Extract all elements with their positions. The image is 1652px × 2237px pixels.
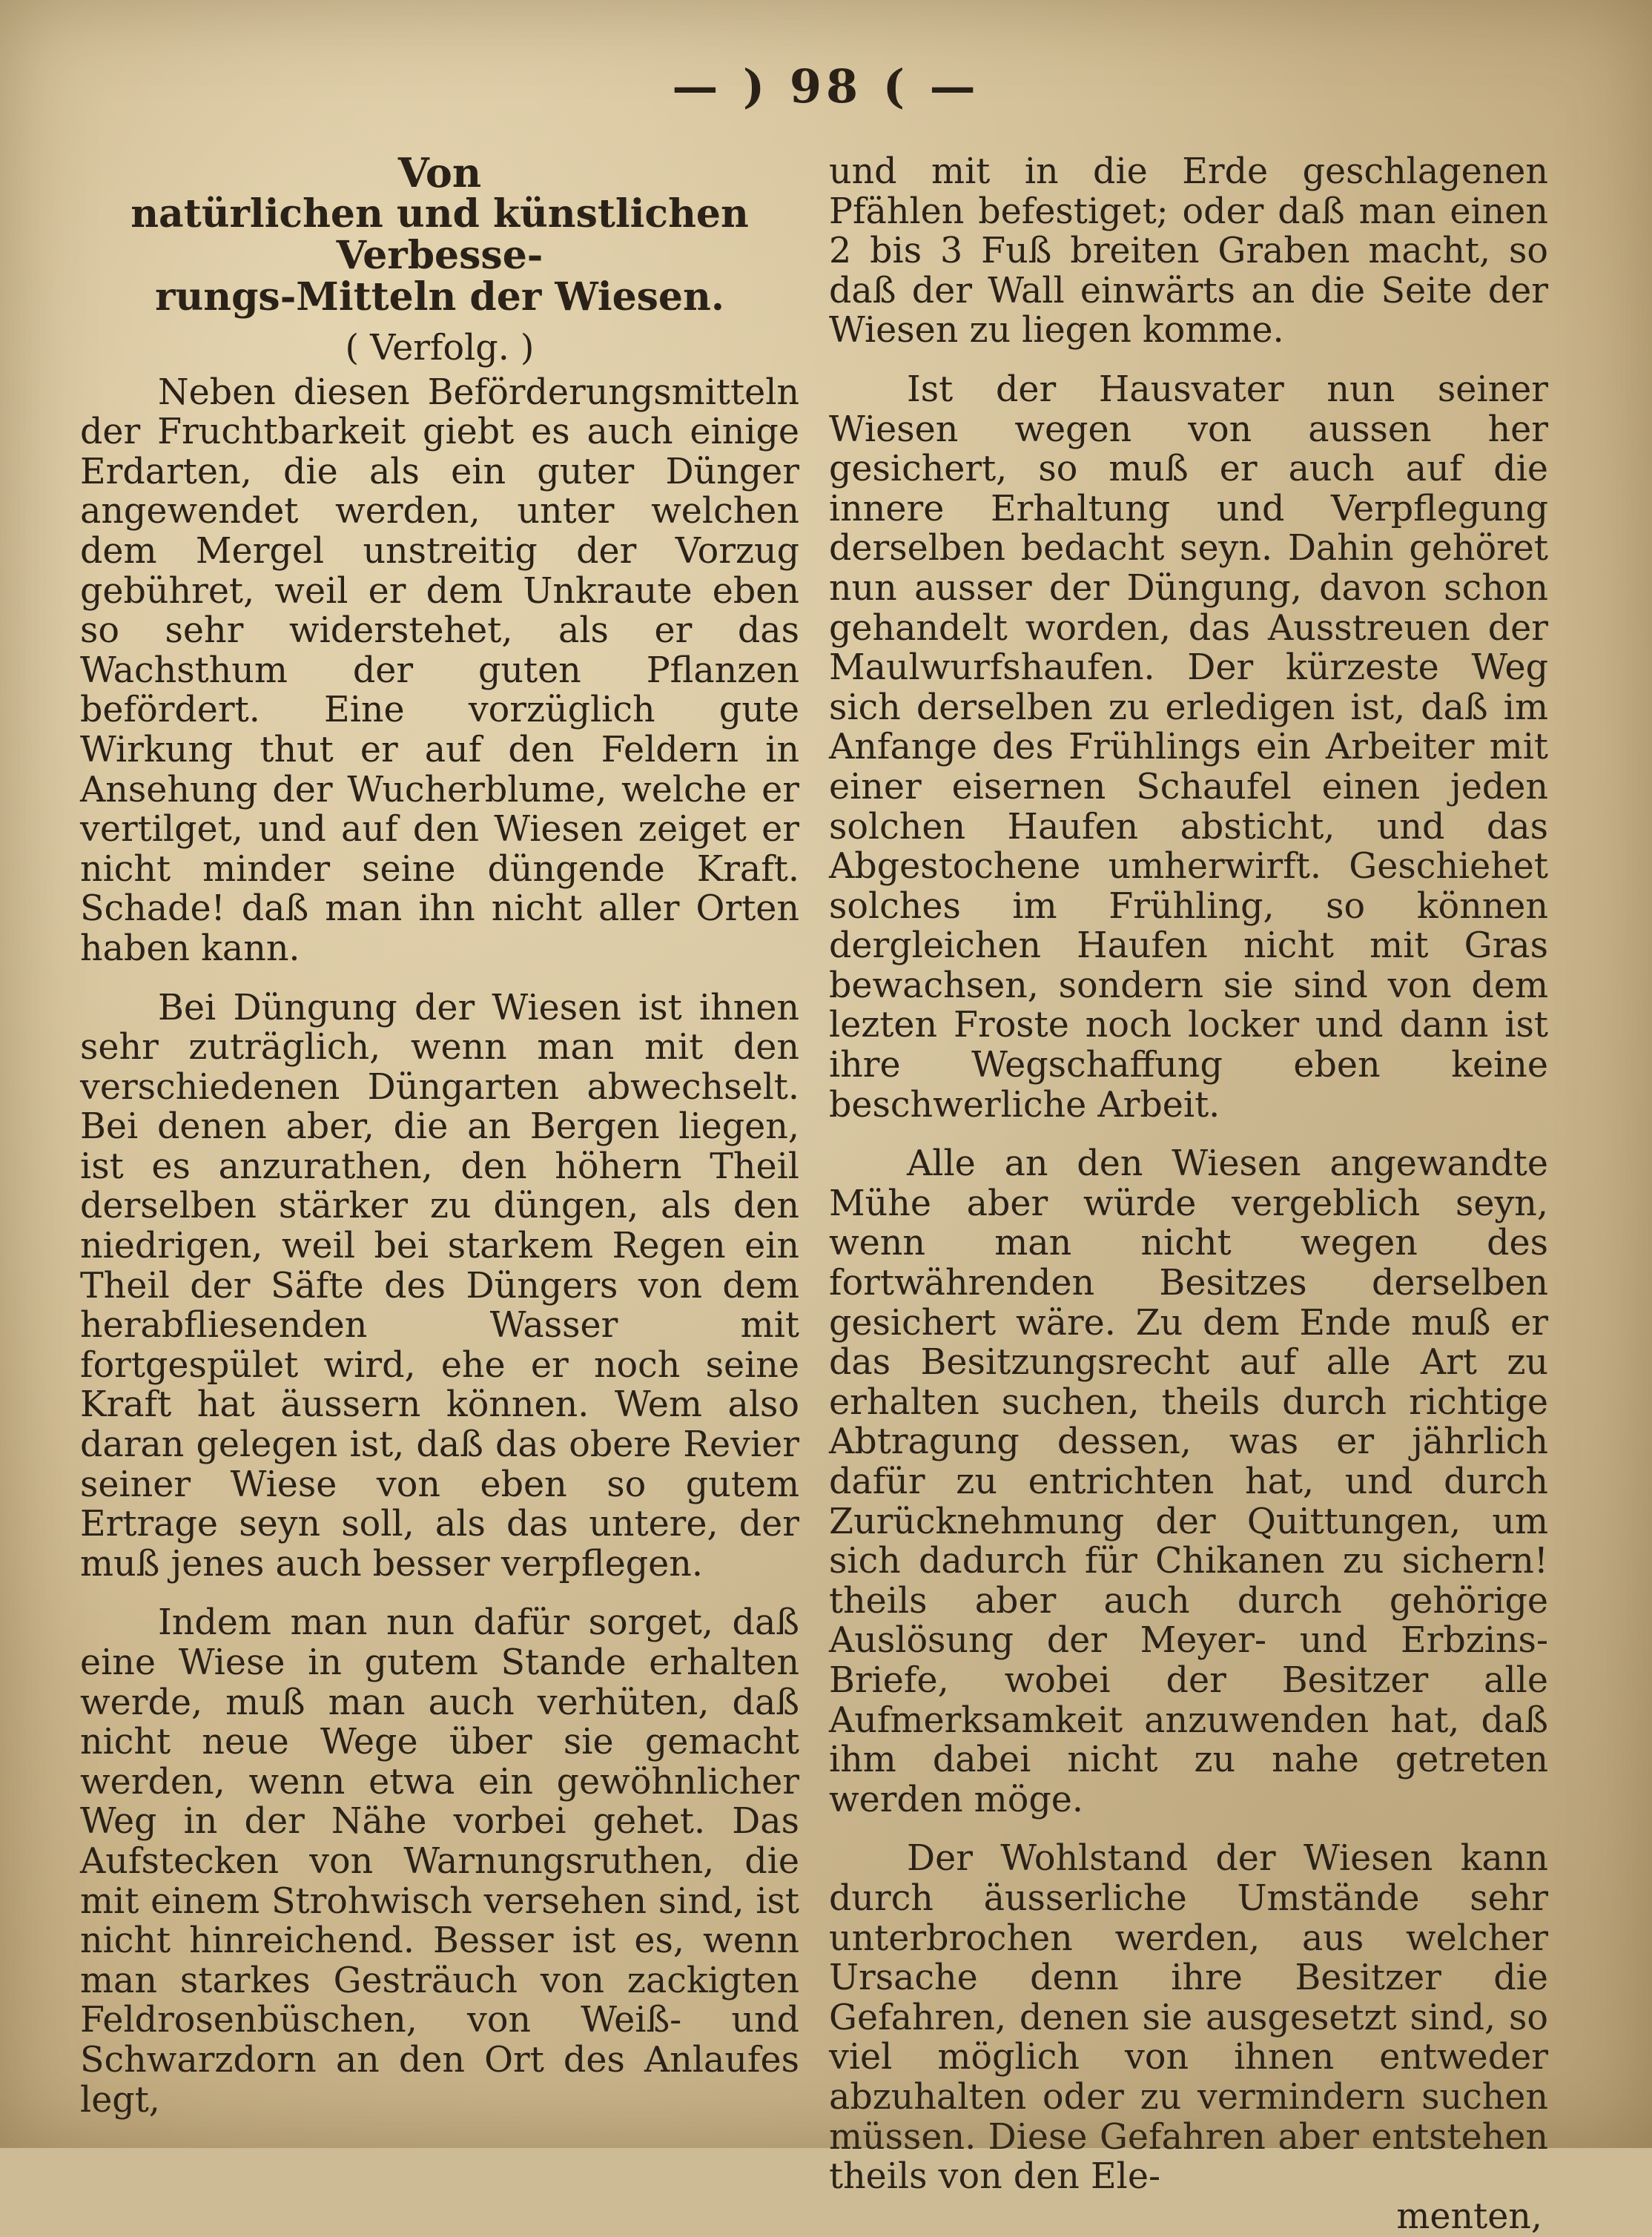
catchword: menten, — [1396, 2195, 1542, 2237]
paragraph-continued: und mit in die Erde geschlagenen Pfählen befestiget; oder daß man einen 2 bis 3 Fuß breiten Graben macht, so daß der Wall einwärts an die Seite der Wiesen zu liegen komme. — [829, 151, 1548, 351]
article-subtitle: ( Verfolg. ) — [345, 328, 535, 369]
left-column — [80, 149, 799, 2121]
article-title-line-1: Von — [397, 149, 482, 196]
article-title-line-3: rungs-Mitteln der Wiesen. — [155, 274, 724, 320]
paragraph: Alle an den Wiesen angewandte Mühe aber würde vergeblich seyn, wenn man nicht wegen des fortwährenden Besitzes derselben gesichert wäre. Zu dem Ende muß er das Besitzungsrecht auf alle Art zu erhalten suchen, theils durch richtige Abtragung dessen, was er jährlich dafür zu entrichten hat, und durch Zurücknehmung der Quittungen, um sich dadurch für Chikanen zu sichern! theils aber auch durch gehörige Auslösung der Meyer- und Erbzins-Briefe, wobei der Besitzer alle Aufmerksamkeit anzuwenden hat, daß ihm dabei nicht zu nahe getreten werden möge. — [829, 1143, 1548, 1820]
paragraph: Bei Düngung der Wiesen ist ihnen sehr zuträglich, wenn man mit den verschiedenen Düngarten abwechselt. Bei denen aber, die an Bergen liegen, ist es anzurathen, den höhern Theil derselben stärker zu düngen, als den niedrigen, weil bei starkem Regen ein Theil der Säfte des Düngers von dem herabfliesenden Wasser mit fortgespület wird, ehe er noch seine Kraft hat äussern können. Wem also daran gelegen ist, daß das obere Revier seiner Wiese von eben so gutem Ertrage seyn soll, als das untere, der muß jenes auch besser verpflegen. — [80, 987, 799, 1585]
paragraph: Der Wohlstand der Wiesen kann durch äusserliche Umstände sehr unterbrochen werden, aus welcher Ursache denn ihre Besitzer die Gefahren, denen sie ausgesetzt sind, so viel möglich von ihnen entweder abzuhalten oder zu vermindern suchen müssen. Diese Gefahren aber entstehen theils von den Ele- — [829, 1838, 1548, 2198]
article-title-line-2: natürlichen und künstlichen Verbesse- — [130, 191, 749, 278]
paragraph: Indem man nun dafür sorget, daß eine Wiese in gutem Stande erhalten werde, muß man auch verhüten, daß nicht neue Wege über sie gemacht werden, wenn etwa ein gewöhnlicher Weg in der Nähe vorbei gehet. Das Aufstecken von Warnungsruthen, die mit einem Strohwisch versehen sind, ist nicht hinreichend. Besser ist es, wenn man starkes Gesträuch von zackigten Feldrosenbüschen, von Weiß- und Schwarzdorn an den Ort des Anlaufes legt, — [80, 1602, 799, 2121]
paragraph: Ist der Hausvater nun seiner Wiesen wegen von aussen her gesichert, so muß er auch auf die innere Erhaltung und Verpflegung derselben bedacht seyn. Dahin gehöret nun ausser der Düngung, davon schon gehandelt worden, das Ausstreuen der Maulwurfshaufen. Der kürzeste Weg sich derselben zu erledigen ist, daß im Anfange des Frühlings ein Arbeiter mit einer eisernen Schaufel einen jeden solchen Haufen absticht, und das Abgestochene umherwirft. Geschiehet solches im Frühling, so können dergleichen Haufen nicht mit Gras bewachsen, sondern sie sind von dem lezten Froste noch locker und dann ist ihre Wegschaffung eben keine beschwerliche Arbeit. — [829, 369, 1548, 1126]
right-column — [829, 152, 1548, 2236]
page-number-header: — ) 98 ( — — [672, 59, 980, 113]
paragraph: Neben diesen Beförderungsmitteln der Fruchtbarkeit giebt es auch einige Erdarten, die als ein guter Dünger angewendet werden, unter welchen dem Mergel unstreitig der Vorzug gebühret, weil er dem Unkraute eben so sehr widerstehet, als er das Wachsthum der guten Pflanzen befördert. Eine vorzüglich gute Wirkung thut er auf den Feldern in Ansehung der Wucherblume, welche er vertilget, und auf den Wiesen zeiget er nicht minder seine düngende Kraft. Schade! daß man ihn nicht aller Orten haben kann. — [80, 371, 799, 969]
